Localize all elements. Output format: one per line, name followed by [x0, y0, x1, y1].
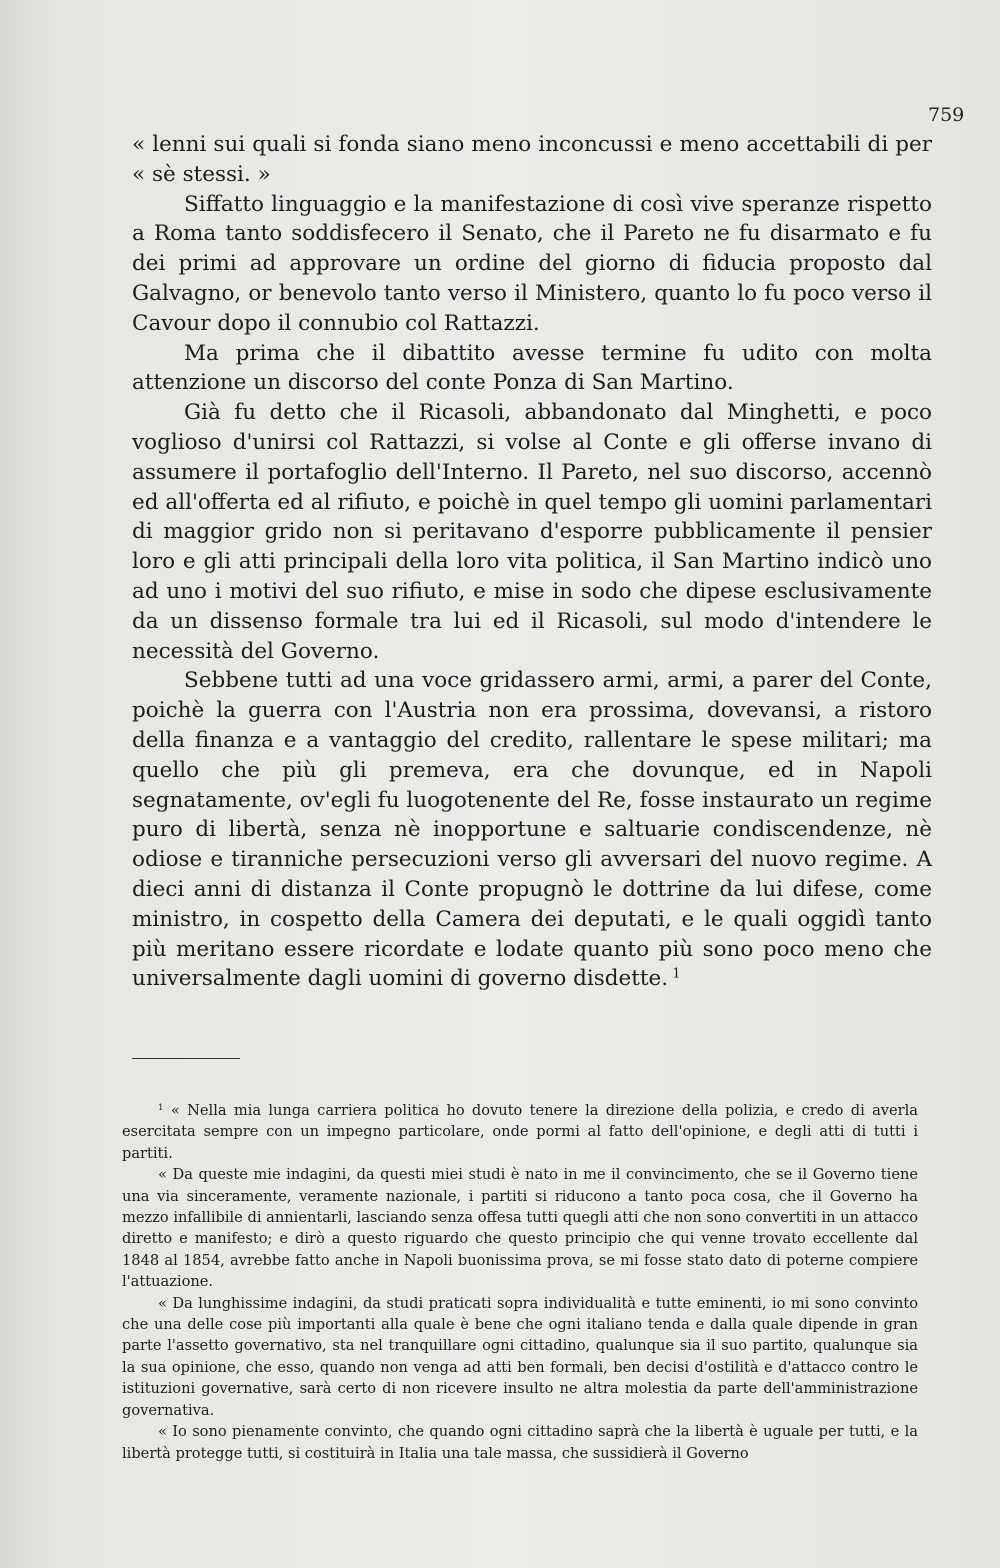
footnote-text-1: « Nella mia lunga carriera politica ho dovuto tenere la direzione della polizia, e credo di averla esercitata sempre con un impegno particolare, onde pormi al fatto dell'opinione, e degli atti di tutti i partiti. [122, 1102, 919, 1162]
paragraph-conte [132, 666, 932, 994]
footnote-paragraph-3: « Da lunghissime indagini, da studi praticati sopra individualità e tutte eminenti, io mi sono convinto che una delle cose più importanti alla quale è bene che ogni italiano tenda e dalla quale dipende in gran parte l'assetto governativo, sta nel tranquillare ogni cittadino, qualunque sia il suo partito, qualunque sia la sua opinione, che esso, quando non venga ad atti ben formali, ben decisi d'ostilità e d'attacco contro le istituzioni governative, sarà certo di non ricevere insulto ne altra molestia da parte dell'amministrazione governativa. [122, 1294, 918, 1419]
footnotes [122, 1100, 918, 1464]
paragraph-quote-end: « lenni sui quali si fonda siano meno inconcussi e meno accettabili di per « sè stessi. » [132, 132, 932, 187]
paragraph-conte-text: Sebbene tutti ad una voce gridassero armi, armi, a parer del Conte, poichè la guerra con l'Austria non era prossima, dovevansi, a ristoro della finanza e a vantaggio del credito, rallentare le spese militari; ma quello che più gli premeva, era che dovunque, ed in Napoli segnatamente, ov'egli fu luogotenente del Re, fosse instaurato un regime puro di libertà, senza nè inopportune e saltuarie condiscendenze, nè odiose e tiranniche persecuzioni verso gli avversari del nuovo regime. A dieci anni di distanza il Conte propugnò le dottrine da lui difese, come ministro, in cospetto della Camera dei deputati, e le quali oggidì tanto più meritano essere ricordate e lodate quanto più sono poco meno che universalmente dagli uomini di governo disdette. [132, 668, 932, 992]
main-text [132, 130, 932, 994]
paragraph-debate: Ma prima che il dibattito avesse termine fu udito con molta attenzione un discorso del conte Ponza di San Martino. [132, 340, 932, 396]
footnote-paragraph-4: « Io sono pienamente convinto, che quando ogni cittadino saprà che la libertà è uguale per tutti, e la libertà protegge tutti, si costituirà in Italia una tale massa, che sussidierà il Governo [122, 1423, 918, 1462]
paragraph-senate: Siffatto linguaggio e la manifestazione di così vive speranze rispetto a Roma tanto soddisfecero il Senato, che il Pareto ne fu disarmato e fu dei primi ad approvare un ordine del giorno di fiducia proposto dal Galvagno, or benevolo tanto verso il Ministero, quanto lo fu poco verso il Cavour dopo il connubio col Rattazzi. [132, 191, 932, 336]
footnote-paragraph-2: « Da queste mie indagini, da questi miei studi è nato in me il convincimento, che se il Governo tiene una via sinceramente, veramente nazionale, i partiti si riducono a tanto poca cosa, che il Governo ha mezzo infallibile di annientarli, lasciando senza offesa tutti quegli atti che non sono convertiti in un attacco diretto e manifesto; e dirò a questo riguardo che questo principio che qui venne trovato eccellente dal 1848 al 1854, avrebbe fatto anche in Napoli buonissima prova, se mi fosse stato dato di poterne compiere l'attuazione. [122, 1166, 918, 1291]
footnote-reference: 1 [672, 966, 681, 982]
page-number: 759 [928, 104, 965, 126]
footnote-marker: 1 [158, 1102, 164, 1113]
footnote-rule [132, 1058, 240, 1059]
paragraph-ricasoli: Già fu detto che il Ricasoli, abbandonato dal Minghetti, e poco voglioso d'unirsi col Rattazzi, si volse al Conte e gli offerse invano di assumere il portafoglio dell'Interno. Il Pareto, nel suo discorso, accennò ed all'offerta ed al rifiuto, e poichè in quel tempo gli uomini parlamentari di maggior grido non si peritavano d'esporre pubblicamente il pensier loro e gli atti principali della loro vita politica, il San Martino indicò uno ad uno i motivi del suo rifiuto, e mise in sodo che dipese esclusivamente da un dissenso formale tra lui ed il Ricasoli, sul modo d'intendere le necessità del Governo. [132, 400, 932, 664]
footnote-paragraph-1 [122, 1100, 918, 1164]
